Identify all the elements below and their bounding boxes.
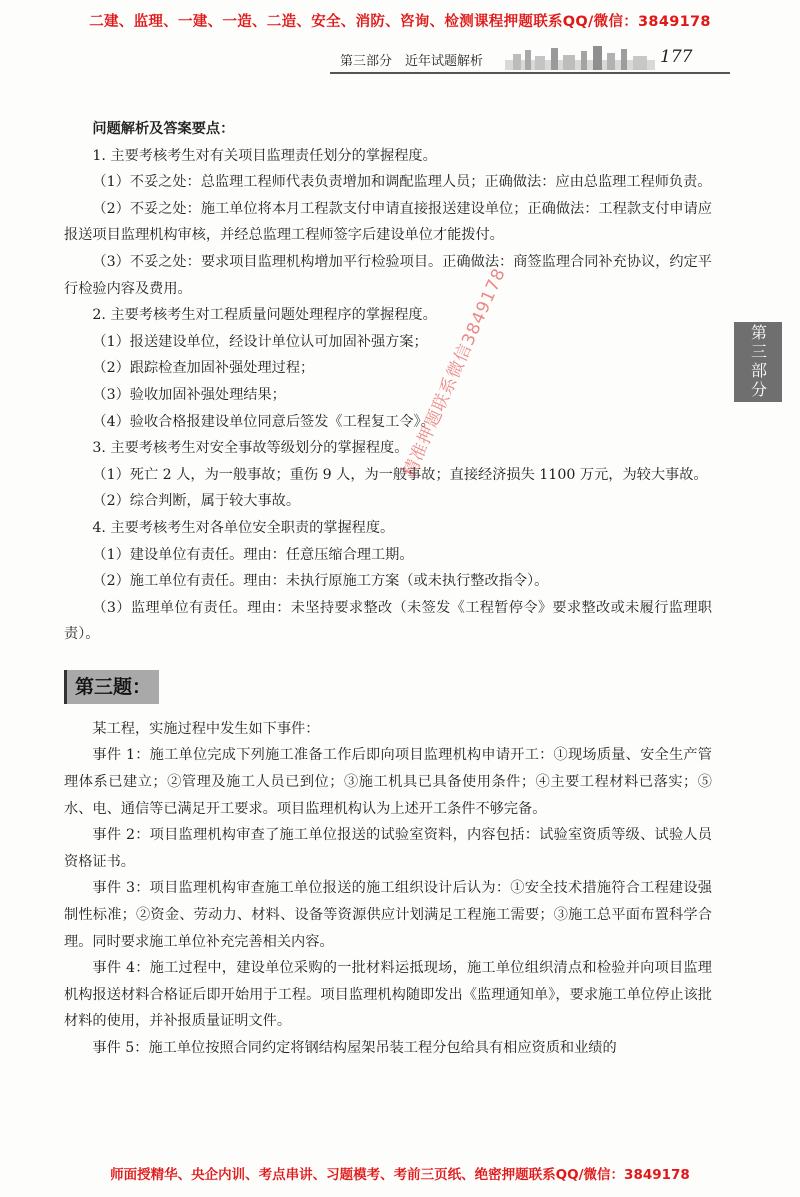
question-paragraph: 事件 5：施工单位按照合同约定将钢结构屋架吊装工程分包给具有相应资质和业绩的 bbox=[92, 1040, 617, 1056]
analysis-paragraph: （2）跟踪检查加固补强处理过程； bbox=[92, 360, 315, 377]
analysis-paragraph: （2）综合判断，属于较大事故。 bbox=[92, 493, 301, 510]
analysis-paragraph: 4. 主要考核考生对各单位安全职责的掌握程度。 bbox=[92, 519, 395, 536]
question-paragraph: 事件 4：施工过程中，建设单位采购的一批材料运抵现场，施工单位组织清点和检验并向项目监理机构报送材料合格证后即开始用于工程。项目监理机构随即发出《监理通知单》，要求施工单位停止该批材料的使用，并补报质量证明文件。 bbox=[64, 960, 712, 1030]
promo-banner-top: 二建、监理、一建、一造、二造、安全、消防、咨询、检测课程押题联系QQ/微信：3849178 bbox=[89, 14, 711, 30]
promo-banner-bottom: 师面授精华、央企内训、考点串讲、习题模考、考前三页纸、绝密押题联系QQ/微信：3849178 bbox=[110, 1167, 690, 1183]
watermark-text: 精准押题联系微信3849178 bbox=[399, 264, 511, 481]
analysis-paragraph: （4）验收合格报建设单位同意后签发《工程复工令》。 bbox=[92, 413, 435, 430]
analysis-paragraph: （3）不妥之处：要求项目监理机构增加平行检验项目。正确做法：商签监理合同补充协议，约定平行检验内容及费用。 bbox=[64, 253, 712, 297]
analysis-paragraph: 1. 主要考核考生对有关项目监理责任划分的掌握程度。 bbox=[92, 147, 437, 164]
header-rule bbox=[330, 72, 730, 74]
analysis-paragraph: （2）不妥之处：施工单位将本月工程款支付申请直接报送建设单位；正确做法：工程款支付申请应报送项目监理机构审核，并经总监理工程师签字后建设单位才能拨付。 bbox=[64, 200, 712, 244]
analysis-paragraph: 2. 主要考核考生对工程质量问题处理程序的掌握程度。 bbox=[92, 307, 437, 324]
question-paragraph: 事件 2：项目监理机构审查了施工单位报送的试验室资料，内容包括：试验室资质等级、试验人员资格证书。 bbox=[64, 827, 712, 870]
question-paragraph: 某工程，实施过程中发生如下事件： bbox=[92, 720, 320, 737]
analysis-paragraph: （1）报送建设单位，经设计单位认可加固补强方案； bbox=[92, 333, 428, 350]
question-paragraph: 事件 3：项目监理机构审查施工单位报送的施工组织设计后认为：①安全技术措施符合工程建设强制性标准；②资金、劳动力、材料、设备等资源供应计划满足工程施工需要；③施工总平面布置科学合理。同时要求施工单位补充完善相关内容。 bbox=[64, 880, 712, 950]
analysis-paragraph: （1）建设单位有责任。理由：任意压缩合理工期。 bbox=[92, 546, 414, 563]
analysis-paragraph: 3. 主要考核考生对安全事故等级划分的掌握程度。 bbox=[92, 440, 409, 457]
side-section-tab: 第三部分 bbox=[734, 322, 782, 402]
analysis-paragraph: （3）监理单位有责任。理由：未坚持要求整改（未签发《工程暂停令》要求整改或未履行监理职责）。 bbox=[64, 599, 712, 643]
analysis-paragraph: （3）验收加固补强处理结果； bbox=[92, 386, 286, 403]
header-section-title: 第三部分 近年试题解析 bbox=[340, 54, 484, 69]
analysis-heading: 问题解析及答案要点： bbox=[92, 121, 235, 137]
running-header bbox=[330, 46, 730, 72]
analysis-paragraph: （2）施工单位有责任。理由：未执行原施工方案（或未执行整改指令）。 bbox=[92, 573, 549, 590]
page-content bbox=[64, 116, 712, 1062]
analysis-paragraph: （1）不妥之处：总监理工程师代表负责增加和调配监理人员；正确做法：应由总监理工程师负责。 bbox=[92, 174, 712, 191]
analysis-paragraph: （1）死亡 2 人，为一般事故；重伤 9 人，为一般事故；直接经济损失 1100 万元，为较大事故。 bbox=[92, 466, 708, 483]
skyline-decoration-icon bbox=[505, 46, 655, 70]
question-3-title: 第三题： bbox=[64, 670, 159, 704]
question-paragraph: 事件 1：施工单位完成下列施工准备工作后即向项目监理机构申请开工：①现场质量、安全生产管理体系已建立；②管理及施工人员已到位；③施工机具已具备使用条件；④主要工程材料已落实；⑤水、电、通信等已满足开工要求。项目监理机构认为上述开工条件不够完备。 bbox=[64, 747, 712, 817]
page-number: 177 bbox=[660, 47, 693, 67]
